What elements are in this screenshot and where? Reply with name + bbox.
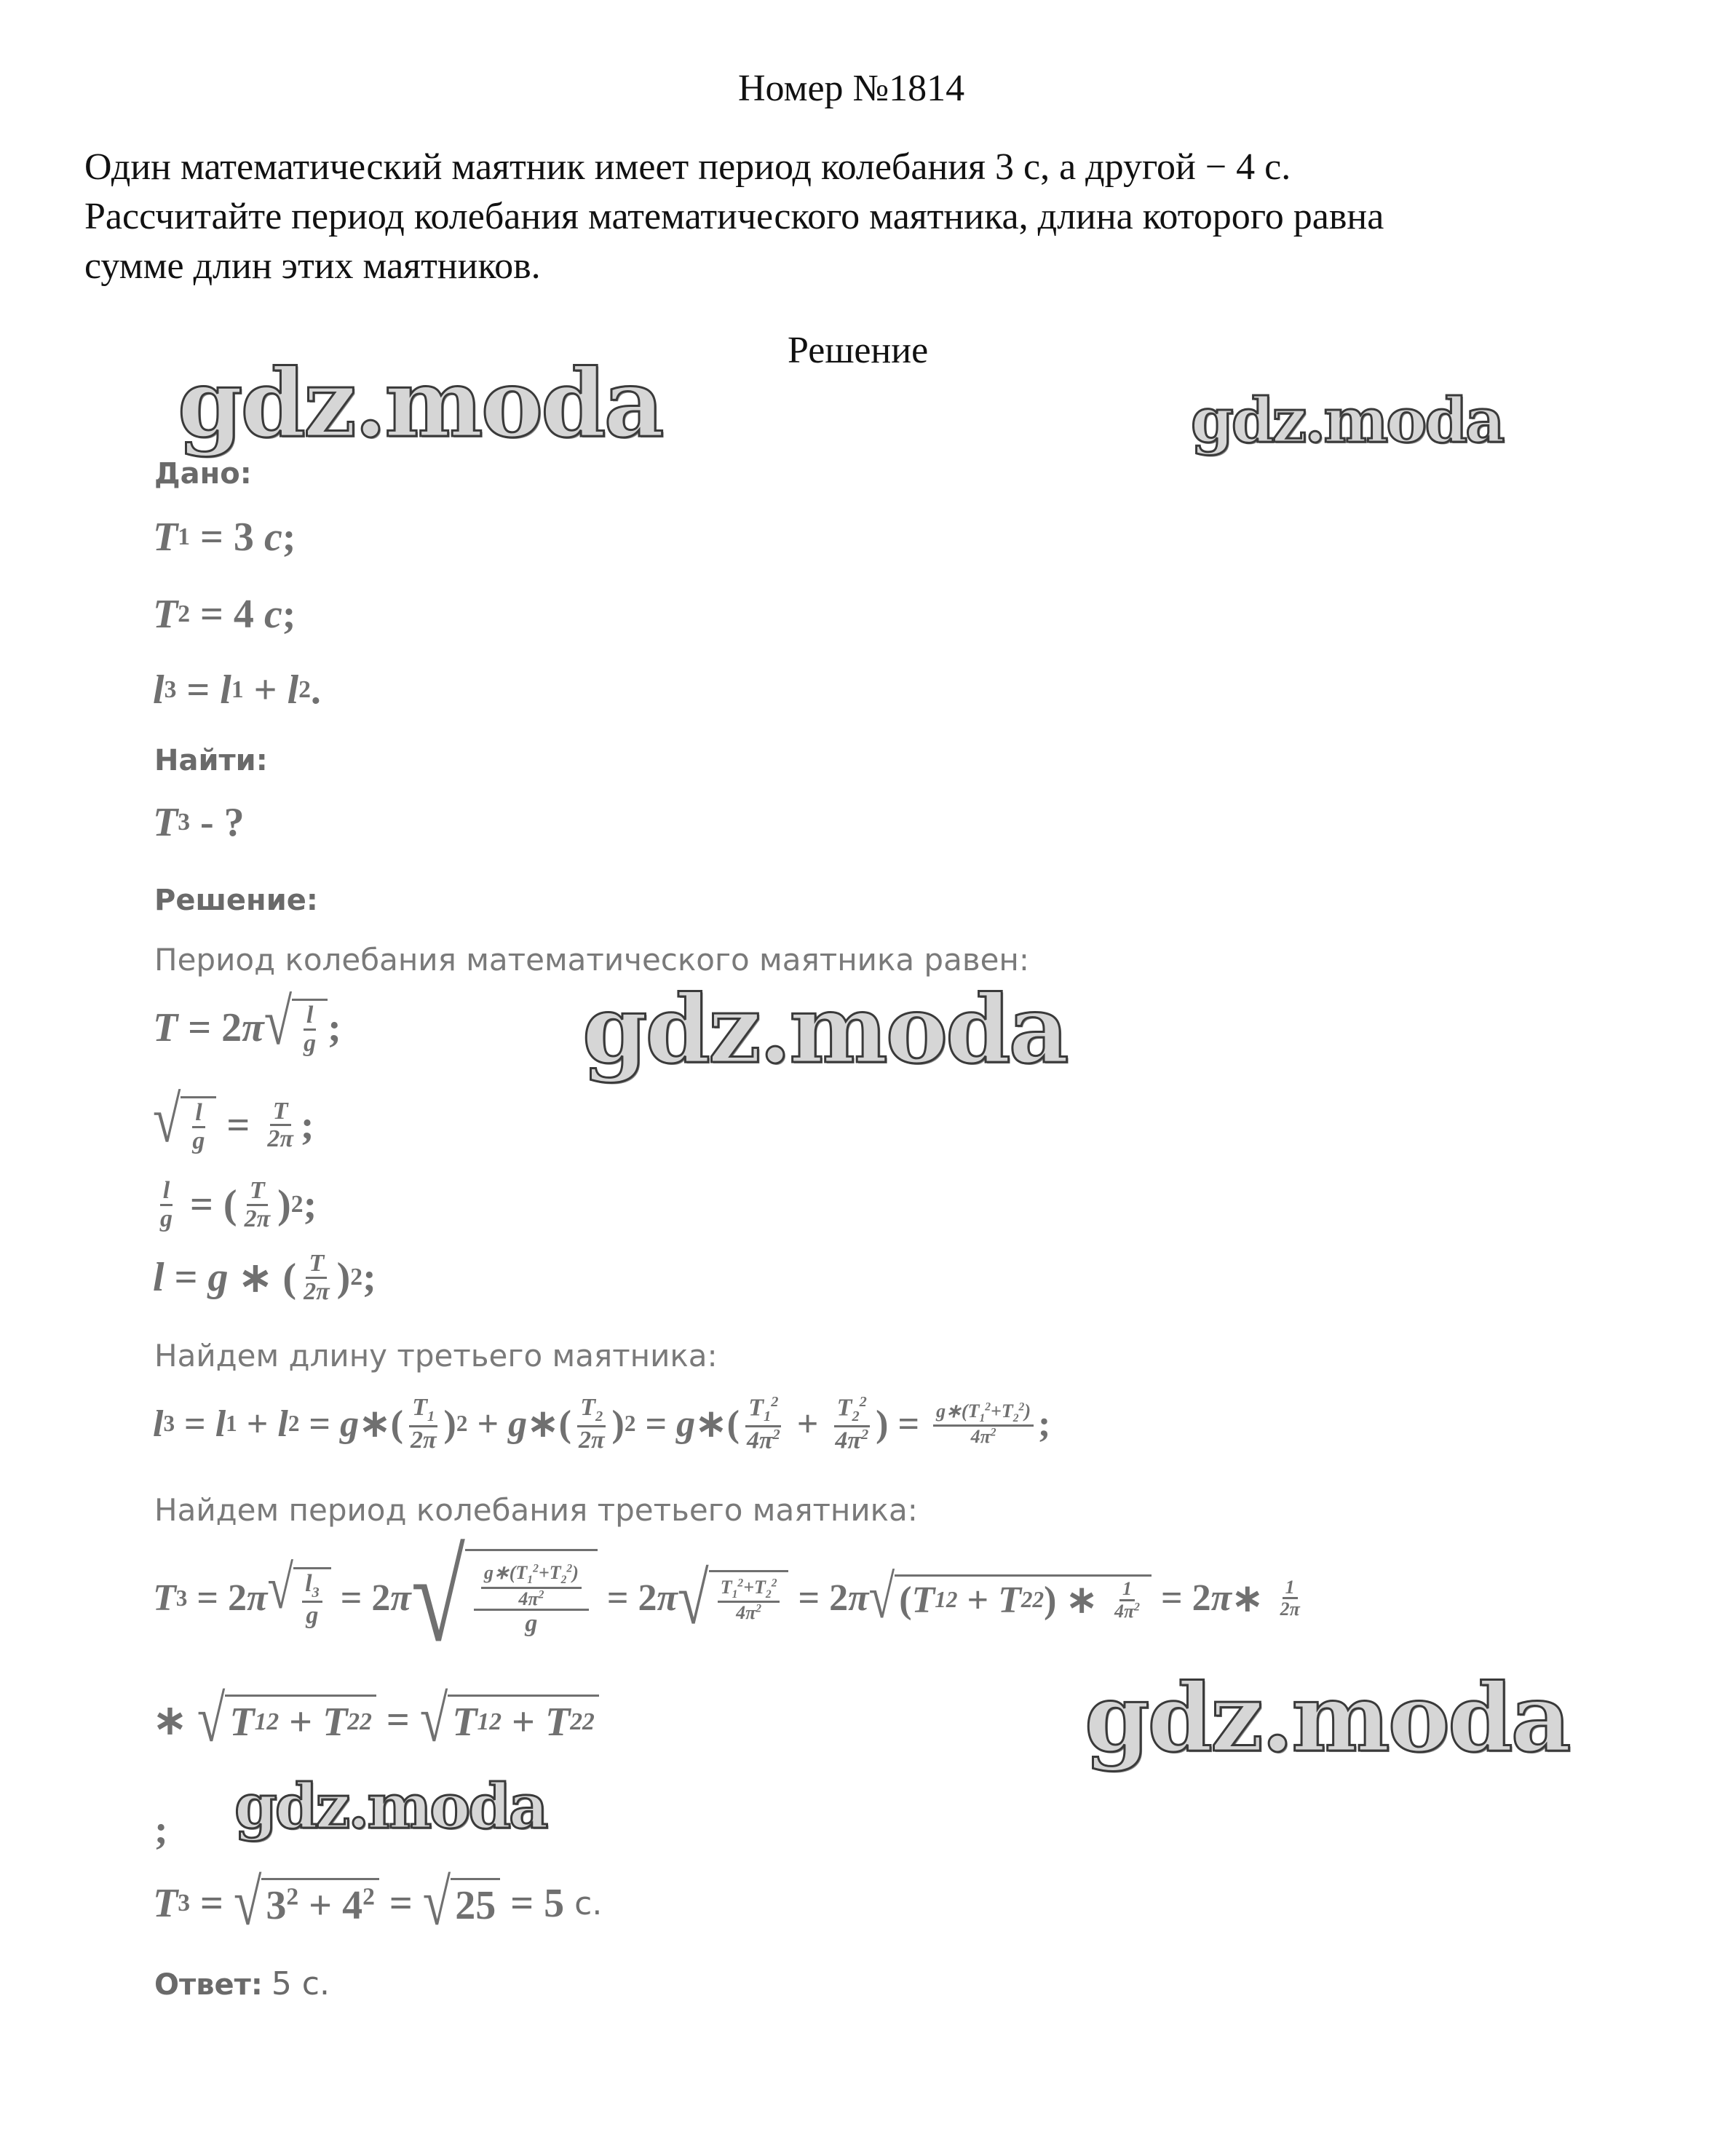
watermark-2: gdz.moda <box>1191 384 1503 456</box>
formula-t3-continued: ∗ √ T 1 2 + T 2 2 = √ T 1 2 + T 2 2 <box>153 1695 599 1745</box>
problem-line-1: Один математический маятник имеет период колебания 3 с, а другой − 4 с. <box>84 146 1291 188</box>
watermark-4: gdz.moda <box>1085 1664 1569 1773</box>
formula-step-1: √ $\frac{l}{g}$ = $\frac{T}{2\pi}$ ; <box>153 1083 314 1157</box>
answer-value: 5 с. <box>271 1965 330 2002</box>
formula-period: T = 2 π √ $\frac{l}{g}$ ; <box>153 986 341 1059</box>
watermark-1: gdz.moda <box>178 349 662 459</box>
page-title: Номер №1814 <box>738 68 965 109</box>
formula-l3: l 3 = l 1 + l 2 = g ∗( $\frac{T_1}{2\pi}$ ) 2 + g ∗( $\frac{T_2}{2\pi}$ ) 2 = g ∗( $\frac{T_1^2}{4\pi^2}$ + $\frac{T_2^2}{4\pi^2}$ ) = $\frac{g∗(T_1^2+T_2^2)}{4\pi^2}$ ; <box>153 1394 1051 1454</box>
formula-step-3: l = g ∗ ( $\frac{T}{2\pi}$ ) 2 ; <box>153 1250 376 1305</box>
answer <box>154 1965 330 2002</box>
problem-line-2: Рассчитайте период колебания математического маятника, длина которого равна <box>84 196 1384 237</box>
find-label: Найти: <box>154 744 268 777</box>
given-label: Дано: <box>154 457 252 491</box>
answer-label: Ответ: <box>154 1968 263 2002</box>
formula-t3: T 3 = 2 π √ $\frac{l_3}{g}$ = 2 π √ $\frac{\frac{g∗(T_1^2+T_2^2)}{4\pi^2}}{g}$ = 2 π √ $\frac{T_1^2+T_2^2}{4\pi^2}$ = 2 π √ ( T 1 2 + T 2 2 ) ∗ $\frac{1}{4\pi^2}$ = 2 π ∗ $\frac{1}{2\pi}$ <box>153 1527 1300 1669</box>
find-t3: T 3 - ? <box>153 800 245 845</box>
given-t2: T 2 = 4 c ; <box>153 592 296 637</box>
solution-label: Решение: <box>154 884 318 917</box>
problem-line-3: сумме длин этих маятников. <box>84 245 541 287</box>
watermark-3: gdz.moda <box>582 975 1067 1085</box>
formula-step-2: $\frac{l}{g}$ = ( $\frac{T}{2\pi}$ ) 2 ; <box>160 1177 317 1232</box>
watermark-5: gdz.moda <box>234 1770 547 1842</box>
solution-text-3: Найдем период колебания третьего маятника: <box>154 1492 918 1528</box>
stray-semicolon: ; <box>154 1807 168 1852</box>
given-l3: l 3 = l 1 + l 2 . <box>153 667 321 713</box>
formula-final: T 3 = √ $3^2 + 4^2$ = √ 25 = 5 с. <box>153 1866 603 1940</box>
solution-text-1: Период колебания математического маятника равен: <box>154 942 1030 978</box>
problem-statement <box>84 143 1671 291</box>
given-t1: T 1 = 3 c ; <box>153 515 296 560</box>
solution-text-2: Найдем длину третьего маятника: <box>154 1338 718 1374</box>
solution-heading: Решение <box>788 330 929 371</box>
